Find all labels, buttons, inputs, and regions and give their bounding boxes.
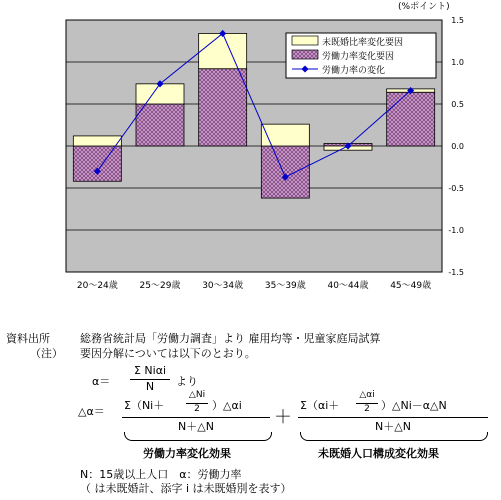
effect1-label: 労働力率変化効果 [143, 447, 231, 460]
formula2-subden1: 2 [194, 404, 200, 414]
formula1-suffix: より [176, 375, 198, 388]
formula2-num1: Σ（Ni＋ [124, 399, 165, 412]
x-tick-label: 25～29歳 [139, 281, 181, 291]
bar-labor [73, 146, 121, 181]
formula2-den1: N＋△N [178, 420, 214, 433]
formula2-den2: N＋△N [375, 420, 411, 433]
legend-paren: （ は未既婚計、添字 i は未既婚別を表す） [80, 482, 292, 495]
bar-labor [387, 92, 435, 146]
x-tick-label: 30～34歳 [202, 281, 244, 291]
formula2-num2: Σ（αi＋ [300, 399, 340, 412]
y-tick-label: 1.0 [451, 58, 464, 67]
bar-marital [261, 124, 309, 146]
formula1-denominator: N [145, 380, 155, 393]
x-tick-label: 20～24歳 [76, 281, 118, 291]
x-tick-label: 45～49歳 [390, 281, 432, 291]
bar-marital [73, 136, 121, 146]
source-label: 資料出所 [6, 332, 50, 345]
legend-label: 労働力率変化要因 [322, 52, 395, 62]
bar-labor [261, 146, 309, 198]
y-tick-label: -0.5 [448, 184, 464, 193]
note-text: 要因分解については以下のとおり。 [80, 347, 256, 360]
legend-label: 未既婚比率変化要因 [322, 38, 404, 48]
plus-sign: ＋ [274, 407, 292, 428]
formula1-lhs: α＝ [92, 375, 111, 388]
legend-swatch [292, 36, 318, 45]
brace-2 [300, 432, 488, 441]
formula2-subnum2: △αi [359, 390, 375, 400]
bar-labor [199, 69, 247, 146]
legend-swatch [292, 50, 318, 59]
formula2-lhs: △α＝ [78, 405, 105, 418]
x-tick-label: 40～44歳 [327, 281, 369, 291]
bar-labor [136, 104, 184, 146]
y-tick-label: 1.5 [451, 16, 464, 25]
formula1-numerator: Σ Niαi [133, 364, 167, 377]
unit-label: (%ポイント) [398, 2, 450, 12]
y-tick-label: 0.0 [451, 142, 464, 151]
x-tick-label: 35～39歳 [264, 281, 306, 291]
y-tick-label: -1.0 [448, 226, 464, 235]
y-tick-label: 0.5 [451, 100, 464, 109]
formula2-subnum1: △Ni [188, 390, 206, 400]
brace-1 [124, 432, 272, 441]
legend-n: N：15歳以上人口 α：労働力率 [80, 468, 242, 481]
source-text: 総務省統計局「労働力調査」より 雇用均等・児童家庭局試算 [80, 332, 381, 345]
note-label: （注） [30, 347, 63, 360]
legend-label: 労働力率の変化 [322, 66, 386, 76]
formula2-num2-tail: ）△Ni－α△N [381, 399, 447, 412]
effect2-label: 未既婚人口構成変化効果 [318, 447, 439, 460]
y-tick-label: -1.5 [448, 268, 464, 277]
formula2-subden2: 2 [364, 404, 370, 414]
legend [286, 33, 436, 78]
bar-marital [199, 33, 247, 68]
formula2-num1-tail: ）△αi [212, 399, 242, 412]
